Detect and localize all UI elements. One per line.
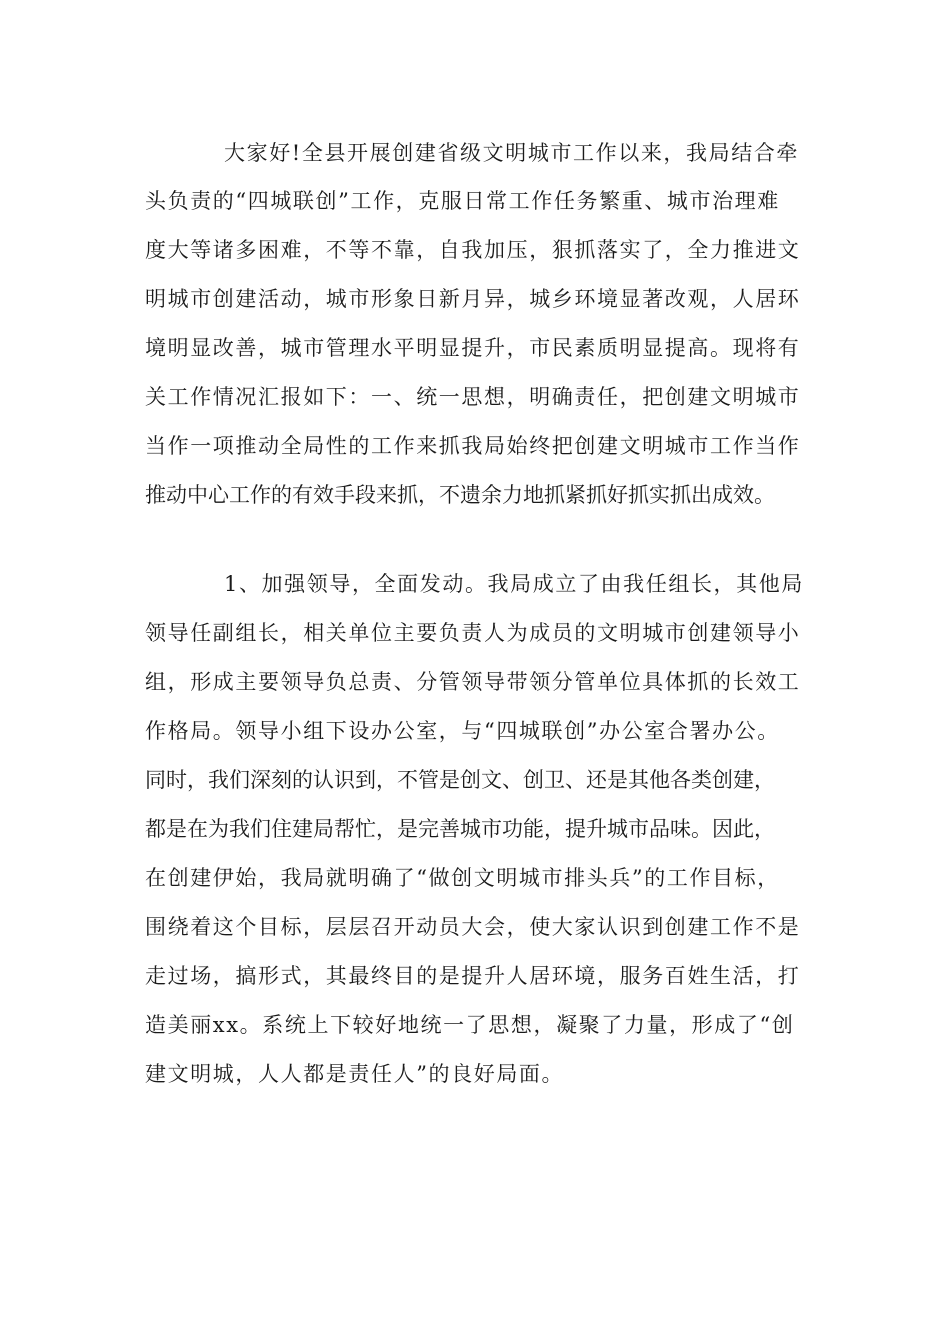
text-line: 度大等诸多困难，不等不靠，自我加压，狠抓落实了，全力推进文 bbox=[145, 238, 801, 262]
text-line: 在创建伊始，我局就明确了“做创文明城市排头兵”的工作目标， bbox=[145, 866, 780, 890]
text-line: 领导任副组长，相关单位主要负责人为成员的文明城市创建领导小 bbox=[145, 621, 801, 645]
text-line: 境明显改善，城市管理水平明显提升，市民素质明显提高。现将有 bbox=[145, 336, 801, 360]
text-line: 组，形成主要领导负总责、分管领导带领分管单位具体抓的长效工 bbox=[145, 670, 801, 694]
text-line: 都是在为我们住建局帮忙，是完善城市功能，提升城市品味。因此， bbox=[145, 817, 775, 841]
text-line: 大家好!全县开展创建省级文明城市工作以来，我局结合牵 bbox=[224, 141, 800, 165]
text-line: 建文明城，人人都是责任人”的良好局面。 bbox=[145, 1062, 565, 1086]
text-line: 推动中心工作的有效手段来抓，不遗余力地抓紧抓好抓实抓出成效。 bbox=[145, 483, 775, 507]
text-line: 1、加强领导，全面发动。我局成立了由我任组长，其他局 bbox=[224, 572, 804, 596]
text-line: 明城市创建活动，城市形象日新月异，城乡环境显著改观，人居环 bbox=[145, 287, 801, 311]
text-line: 造美丽xx。系统上下较好地统一了思想，凝聚了力量，形成了“创 bbox=[145, 1013, 795, 1037]
text-line: 作格局。领导小组下设办公室，与“四城联创”办公室合署办公。 bbox=[145, 719, 780, 743]
text-line: 围绕着这个目标，层层召开动员大会，使大家认识到创建工作不是 bbox=[145, 915, 801, 939]
text-line: 头负责的“四城联创”工作，克服日常工作任务繁重、城市治理难 bbox=[145, 189, 780, 213]
text-line: 关工作情况汇报如下：一、统一思想，明确责任，把创建文明城市 bbox=[145, 385, 801, 409]
text-line: 走过场，搞形式，其最终目的是提升人居环境，服务百姓生活，打 bbox=[145, 964, 801, 988]
text-line: 当作一项推动全局性的工作来抓我局始终把创建文明城市工作当作 bbox=[145, 434, 801, 458]
text-line: 同时，我们深刻的认识到，不管是创文、创卫、还是其他各类创建， bbox=[145, 768, 775, 792]
